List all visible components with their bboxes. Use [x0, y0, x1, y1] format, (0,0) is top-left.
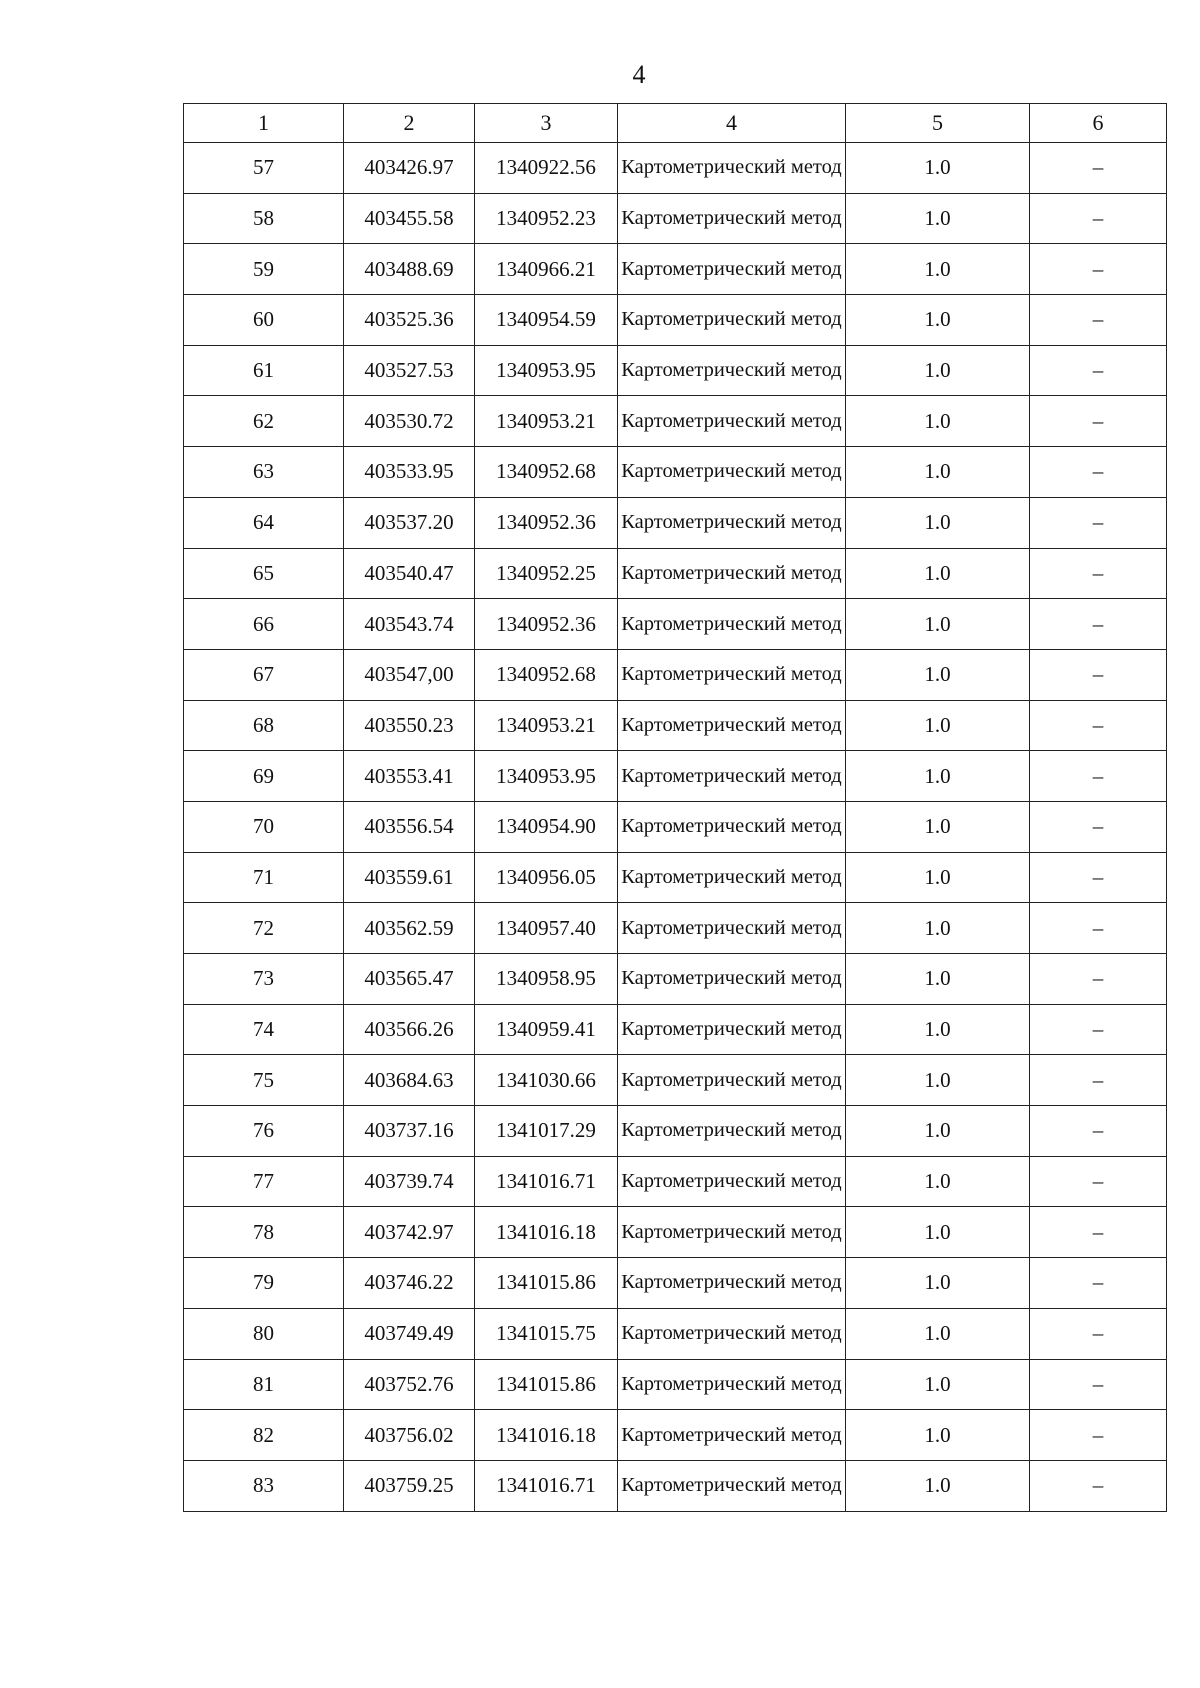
- point-number-cell: 67: [184, 649, 344, 700]
- table-row: [184, 447, 1167, 498]
- method-cell: Картометрический метод: [618, 1410, 846, 1461]
- y-coordinate-cell: 1340953.21: [475, 700, 618, 751]
- method-cell: Картометрический метод: [618, 700, 846, 751]
- column-header: 2: [344, 104, 475, 143]
- accuracy-cell: 1.0: [846, 1004, 1030, 1055]
- point-number-cell: 72: [184, 903, 344, 954]
- method-cell: Картометрический метод: [618, 1004, 846, 1055]
- x-coordinate-cell: 403752.76: [344, 1359, 475, 1410]
- accuracy-cell: 1.0: [846, 447, 1030, 498]
- point-number-cell: 74: [184, 1004, 344, 1055]
- note-cell: –: [1030, 396, 1167, 447]
- note-cell: –: [1030, 903, 1167, 954]
- table-header-row: [184, 104, 1167, 143]
- note-cell: –: [1030, 345, 1167, 396]
- table-row: [184, 1460, 1167, 1511]
- column-header: 5: [846, 104, 1030, 143]
- point-number-cell: 64: [184, 497, 344, 548]
- y-coordinate-cell: 1340952.68: [475, 447, 618, 498]
- x-coordinate-cell: 403543.74: [344, 599, 475, 650]
- accuracy-cell: 1.0: [846, 295, 1030, 346]
- note-cell: –: [1030, 1106, 1167, 1157]
- y-coordinate-cell: 1340954.90: [475, 801, 618, 852]
- coordinates-table-body: [184, 104, 1167, 1512]
- method-cell: Картометрический метод: [618, 143, 846, 194]
- note-cell: –: [1030, 497, 1167, 548]
- x-coordinate-cell: 403742.97: [344, 1207, 475, 1258]
- method-cell: Картометрический метод: [618, 447, 846, 498]
- table-row: [184, 244, 1167, 295]
- point-number-cell: 78: [184, 1207, 344, 1258]
- note-cell: –: [1030, 1156, 1167, 1207]
- table-row: [184, 700, 1167, 751]
- table-row: [184, 193, 1167, 244]
- accuracy-cell: 1.0: [846, 345, 1030, 396]
- y-coordinate-cell: 1341016.18: [475, 1207, 618, 1258]
- x-coordinate-cell: 403749.49: [344, 1308, 475, 1359]
- point-number-cell: 63: [184, 447, 344, 498]
- accuracy-cell: 1.0: [846, 700, 1030, 751]
- point-number-cell: 61: [184, 345, 344, 396]
- x-coordinate-cell: 403527.53: [344, 345, 475, 396]
- table-row: [184, 954, 1167, 1005]
- table-row: [184, 751, 1167, 802]
- accuracy-cell: 1.0: [846, 649, 1030, 700]
- x-coordinate-cell: 403565.47: [344, 954, 475, 1005]
- table-row: [184, 1055, 1167, 1106]
- accuracy-cell: 1.0: [846, 193, 1030, 244]
- table-row: [184, 1207, 1167, 1258]
- note-cell: –: [1030, 1308, 1167, 1359]
- method-cell: Картометрический метод: [618, 345, 846, 396]
- x-coordinate-cell: 403739.74: [344, 1156, 475, 1207]
- column-header: 1: [184, 104, 344, 143]
- y-coordinate-cell: 1341015.86: [475, 1359, 618, 1410]
- method-cell: Картометрический метод: [618, 1460, 846, 1511]
- note-cell: –: [1030, 649, 1167, 700]
- note-cell: –: [1030, 1359, 1167, 1410]
- note-cell: –: [1030, 244, 1167, 295]
- table-row: [184, 1359, 1167, 1410]
- point-number-cell: 65: [184, 548, 344, 599]
- note-cell: –: [1030, 447, 1167, 498]
- note-cell: –: [1030, 1258, 1167, 1309]
- method-cell: Картометрический метод: [618, 295, 846, 346]
- accuracy-cell: 1.0: [846, 1055, 1030, 1106]
- note-cell: –: [1030, 1004, 1167, 1055]
- accuracy-cell: 1.0: [846, 852, 1030, 903]
- accuracy-cell: 1.0: [846, 1460, 1030, 1511]
- point-number-cell: 75: [184, 1055, 344, 1106]
- accuracy-cell: 1.0: [846, 903, 1030, 954]
- y-coordinate-cell: 1341016.18: [475, 1410, 618, 1461]
- note-cell: –: [1030, 751, 1167, 802]
- y-coordinate-cell: 1341017.29: [475, 1106, 618, 1157]
- x-coordinate-cell: 403562.59: [344, 903, 475, 954]
- note-cell: –: [1030, 801, 1167, 852]
- table-row: [184, 903, 1167, 954]
- y-coordinate-cell: 1340958.95: [475, 954, 618, 1005]
- y-coordinate-cell: 1341016.71: [475, 1156, 618, 1207]
- x-coordinate-cell: 403550.23: [344, 700, 475, 751]
- accuracy-cell: 1.0: [846, 497, 1030, 548]
- point-number-cell: 76: [184, 1106, 344, 1157]
- method-cell: Картометрический метод: [618, 599, 846, 650]
- point-number-cell: 59: [184, 244, 344, 295]
- y-coordinate-cell: 1340952.68: [475, 649, 618, 700]
- y-coordinate-cell: 1341030.66: [475, 1055, 618, 1106]
- x-coordinate-cell: 403759.25: [344, 1460, 475, 1511]
- method-cell: Картометрический метод: [618, 1156, 846, 1207]
- point-number-cell: 62: [184, 396, 344, 447]
- method-cell: Картометрический метод: [618, 852, 846, 903]
- point-number-cell: 68: [184, 700, 344, 751]
- accuracy-cell: 1.0: [846, 1258, 1030, 1309]
- y-coordinate-cell: 1341015.86: [475, 1258, 618, 1309]
- accuracy-cell: 1.0: [846, 1106, 1030, 1157]
- y-coordinate-cell: 1340953.95: [475, 751, 618, 802]
- accuracy-cell: 1.0: [846, 954, 1030, 1005]
- accuracy-cell: 1.0: [846, 1308, 1030, 1359]
- method-cell: Картометрический метод: [618, 649, 846, 700]
- note-cell: –: [1030, 599, 1167, 650]
- point-number-cell: 83: [184, 1460, 344, 1511]
- point-number-cell: 70: [184, 801, 344, 852]
- x-coordinate-cell: 403746.22: [344, 1258, 475, 1309]
- x-coordinate-cell: 403537.20: [344, 497, 475, 548]
- x-coordinate-cell: 403533.95: [344, 447, 475, 498]
- x-coordinate-cell: 403556.54: [344, 801, 475, 852]
- accuracy-cell: 1.0: [846, 548, 1030, 599]
- note-cell: –: [1030, 193, 1167, 244]
- method-cell: Картометрический метод: [618, 801, 846, 852]
- y-coordinate-cell: 1340966.21: [475, 244, 618, 295]
- y-coordinate-cell: 1340952.25: [475, 548, 618, 599]
- point-number-cell: 57: [184, 143, 344, 194]
- y-coordinate-cell: 1340956.05: [475, 852, 618, 903]
- note-cell: –: [1030, 954, 1167, 1005]
- accuracy-cell: 1.0: [846, 244, 1030, 295]
- table-row: [184, 1156, 1167, 1207]
- note-cell: –: [1030, 1207, 1167, 1258]
- point-number-cell: 79: [184, 1258, 344, 1309]
- accuracy-cell: 1.0: [846, 599, 1030, 650]
- note-cell: –: [1030, 295, 1167, 346]
- y-coordinate-cell: 1341015.75: [475, 1308, 618, 1359]
- y-coordinate-cell: 1340959.41: [475, 1004, 618, 1055]
- x-coordinate-cell: 403559.61: [344, 852, 475, 903]
- x-coordinate-cell: 403530.72: [344, 396, 475, 447]
- method-cell: Картометрический метод: [618, 1308, 846, 1359]
- note-cell: –: [1030, 1055, 1167, 1106]
- method-cell: Картометрический метод: [618, 903, 846, 954]
- method-cell: Картометрический метод: [618, 954, 846, 1005]
- table-row: [184, 1308, 1167, 1359]
- accuracy-cell: 1.0: [846, 1359, 1030, 1410]
- method-cell: Картометрический метод: [618, 497, 846, 548]
- point-number-cell: 71: [184, 852, 344, 903]
- method-cell: Картометрический метод: [618, 1106, 846, 1157]
- y-coordinate-cell: 1340952.36: [475, 599, 618, 650]
- table-row: [184, 295, 1167, 346]
- method-cell: Картометрический метод: [618, 1207, 846, 1258]
- x-coordinate-cell: 403737.16: [344, 1106, 475, 1157]
- point-number-cell: 81: [184, 1359, 344, 1410]
- table-row: [184, 1004, 1167, 1055]
- accuracy-cell: 1.0: [846, 801, 1030, 852]
- method-cell: Картометрический метод: [618, 1359, 846, 1410]
- table-row: [184, 1258, 1167, 1309]
- table-row: [184, 548, 1167, 599]
- x-coordinate-cell: 403553.41: [344, 751, 475, 802]
- accuracy-cell: 1.0: [846, 751, 1030, 802]
- table-row: [184, 396, 1167, 447]
- note-cell: –: [1030, 1460, 1167, 1511]
- y-coordinate-cell: 1340952.36: [475, 497, 618, 548]
- table-row: [184, 649, 1167, 700]
- y-coordinate-cell: 1340957.40: [475, 903, 618, 954]
- method-cell: Картометрический метод: [618, 1055, 846, 1106]
- point-number-cell: 60: [184, 295, 344, 346]
- method-cell: Картометрический метод: [618, 244, 846, 295]
- point-number-cell: 77: [184, 1156, 344, 1207]
- accuracy-cell: 1.0: [846, 396, 1030, 447]
- y-coordinate-cell: 1340954.59: [475, 295, 618, 346]
- table-row: [184, 1410, 1167, 1461]
- method-cell: Картометрический метод: [618, 193, 846, 244]
- x-coordinate-cell: 403756.02: [344, 1410, 475, 1461]
- point-number-cell: 69: [184, 751, 344, 802]
- y-coordinate-cell: 1340952.23: [475, 193, 618, 244]
- column-header: 4: [618, 104, 846, 143]
- method-cell: Картометрический метод: [618, 751, 846, 802]
- x-coordinate-cell: 403566.26: [344, 1004, 475, 1055]
- method-cell: Картометрический метод: [618, 1258, 846, 1309]
- note-cell: –: [1030, 548, 1167, 599]
- point-number-cell: 73: [184, 954, 344, 1005]
- page-number: 4: [632, 60, 646, 89]
- table-row: [184, 801, 1167, 852]
- table-row: [184, 1106, 1167, 1157]
- x-coordinate-cell: 403525.36: [344, 295, 475, 346]
- table-row: [184, 345, 1167, 396]
- x-coordinate-cell: 403540.47: [344, 548, 475, 599]
- x-coordinate-cell: 403684.63: [344, 1055, 475, 1106]
- table-row: [184, 143, 1167, 194]
- accuracy-cell: 1.0: [846, 1207, 1030, 1258]
- x-coordinate-cell: 403488.69: [344, 244, 475, 295]
- table-row: [184, 599, 1167, 650]
- method-cell: Картометрический метод: [618, 548, 846, 599]
- column-header: 3: [475, 104, 618, 143]
- point-number-cell: 80: [184, 1308, 344, 1359]
- coordinates-table: [183, 103, 1167, 1512]
- y-coordinate-cell: 1340953.21: [475, 396, 618, 447]
- accuracy-cell: 1.0: [846, 143, 1030, 194]
- note-cell: –: [1030, 852, 1167, 903]
- x-coordinate-cell: 403426.97: [344, 143, 475, 194]
- point-number-cell: 82: [184, 1410, 344, 1461]
- point-number-cell: 66: [184, 599, 344, 650]
- y-coordinate-cell: 1340922.56: [475, 143, 618, 194]
- x-coordinate-cell: 403455.58: [344, 193, 475, 244]
- note-cell: –: [1030, 700, 1167, 751]
- table-row: [184, 852, 1167, 903]
- column-header: 6: [1030, 104, 1167, 143]
- x-coordinate-cell: 403547,00: [344, 649, 475, 700]
- accuracy-cell: 1.0: [846, 1156, 1030, 1207]
- y-coordinate-cell: 1340953.95: [475, 345, 618, 396]
- point-number-cell: 58: [184, 193, 344, 244]
- table-row: [184, 497, 1167, 548]
- y-coordinate-cell: 1341016.71: [475, 1460, 618, 1511]
- note-cell: –: [1030, 1410, 1167, 1461]
- method-cell: Картометрический метод: [618, 396, 846, 447]
- note-cell: –: [1030, 143, 1167, 194]
- accuracy-cell: 1.0: [846, 1410, 1030, 1461]
